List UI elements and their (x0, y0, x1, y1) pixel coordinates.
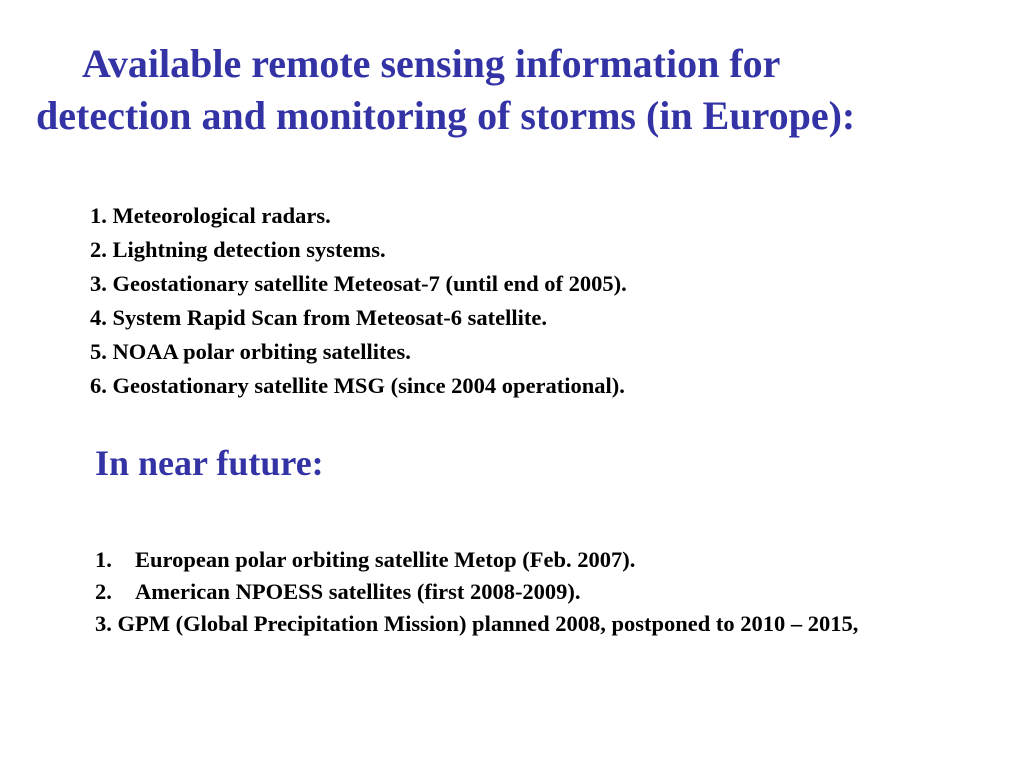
list-item-text: European polar orbiting satellite Metop (Feb. 2007). (135, 547, 636, 572)
list-item (95, 576, 1005, 608)
current-sources-list (90, 199, 990, 403)
list-item-text: 3. GPM (Global Precipitation Mission) planned 2008, postponed to 2010 – 2015, (95, 611, 859, 636)
slide-title-line-1: Available remote sensing information for (82, 41, 781, 86)
list-item-text: American NPOESS satellites (first 2008-2009). (135, 579, 581, 604)
list-item-number: 2. (95, 579, 112, 604)
list-item: 2. Lightning detection systems. (90, 237, 386, 262)
list-item (95, 608, 1005, 640)
list-item: 5. NOAA polar orbiting satellites. (90, 339, 411, 364)
future-heading: In near future: (95, 443, 324, 483)
slide-title-line-2: detection and monitoring of storms (in Europe): (36, 93, 856, 138)
list-item (95, 544, 1005, 576)
list-item-number: 1. (95, 547, 112, 572)
list-item: 1. Meteorological radars. (90, 203, 331, 228)
list-item: 6. Geostationary satellite MSG (since 2004 operational). (90, 373, 625, 398)
list-item: 3. Geostationary satellite Meteosat-7 (until end of 2005). (90, 271, 627, 296)
future-sources-list (95, 544, 1005, 640)
list-item: 4. System Rapid Scan from Meteosat-6 satellite. (90, 305, 548, 330)
slide-title (0, 38, 1010, 142)
